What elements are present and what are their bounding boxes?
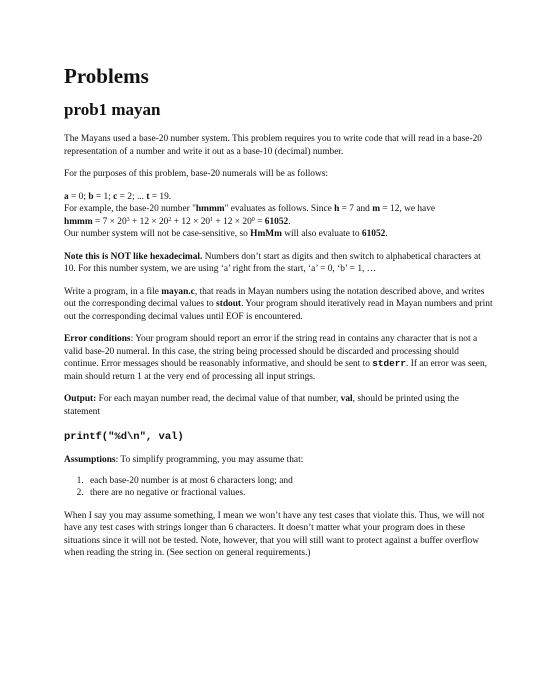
numeral-t: t <box>146 191 150 202</box>
write-text-1: Write a program, in a file <box>64 286 162 297</box>
purposes-paragraph: For the purposes of this problem, base-20 numerals will be as follows: <box>64 169 329 179</box>
assumption-item: 2. there are no negative or fractional values. <box>86 487 493 500</box>
calc-label: hmmm <box>64 216 93 227</box>
write-paragraph <box>64 286 493 324</box>
assumptions-bold: Assumptions <box>64 455 116 465</box>
example-m: m <box>372 204 381 214</box>
note-bold: Note this is NOT like hexadecimal. <box>64 251 203 262</box>
closing-paragraph: When I say you may assume something, I mean we won’t have any test cases that violate this. Thus, we will not have any test cases with strings longer than 6 characters. It doesn’t matter what your program does in these situations since it will not be tested. Note, however, that you will still want to protect against a buffer overflow when reading the string in. (See section on general requirements.) <box>64 510 485 558</box>
output-val: val <box>340 394 353 404</box>
assumptions-text: : To simplify programming, you may assume that: <box>115 455 304 465</box>
calc-part-3: + 12 × 20 <box>171 216 211 227</box>
example-text-2: " evaluates as follows. Since <box>224 204 335 214</box>
errors-bold: Error conditions <box>64 334 131 344</box>
numeral-a-value: = 0; <box>68 191 89 202</box>
calc-part-4: + 12 × 20 <box>213 216 252 227</box>
case-end: . <box>385 229 388 239</box>
calc-exp-0: 0 <box>251 216 255 223</box>
output-paragraph <box>64 393 493 418</box>
calc-result: 61052 <box>264 216 289 227</box>
calc-exp-3: 3 <box>126 216 130 223</box>
calc-part-1: = 7 × 20 <box>92 216 127 227</box>
assumption-item: 1. each base-20 number is at most 6 characters long; and <box>86 475 493 488</box>
calc-exp-2: 2 <box>168 216 172 223</box>
write-text-3: . Your program should iteratively read in Mayan numbers and print out the corresponding decimal values until EOF is encountered. <box>64 299 493 322</box>
example-word: hmmm <box>195 204 225 214</box>
page-title: Problems <box>64 64 149 88</box>
problem-heading: prob1 mayan <box>64 100 161 119</box>
numeral-c-value: = 2; ... <box>117 191 147 202</box>
case-result: 61052 <box>361 229 386 239</box>
write-text-2: , that reads in Mayan numbers using the notation described above, and writes out the corresponding decimal values to <box>64 286 485 309</box>
note-paragraph <box>64 251 493 276</box>
errors-text-2: . If an error was seen, main should return 1 at the very end of processing all input strings. <box>64 359 487 382</box>
calc-part-2: + 12 × 20 <box>129 216 169 227</box>
example-h: h <box>334 204 340 214</box>
case-text-1: Our number system will not be case-sensitive, so <box>64 229 251 239</box>
case-word: HmMm <box>250 229 282 239</box>
assumptions-paragraph <box>64 454 493 467</box>
write-stdout: stdout <box>216 299 242 309</box>
calc-part-5: = <box>254 216 265 227</box>
assumptions-list <box>64 475 493 500</box>
calc-end: . <box>288 216 291 227</box>
example-text-1: For example, the base-20 number " <box>64 204 196 214</box>
errors-text-1: : Your program should report an error if the string read in contains any character that is not a valid base-20 numeral. In this case, the string being processed should be discarded and processing should continue. Error messages should be reasonably informative, and should be sent to <box>64 334 478 369</box>
calc-exp-1: 1 <box>210 216 214 223</box>
intro-paragraph: The Mayans used a base-20 number system. This problem requires you to write code that will read in a base-20 representation of a number and write it out as a base-10 (decimal) number. <box>64 134 482 157</box>
numeral-t-value: = 19. <box>149 191 172 202</box>
example-text-3: = 7 and <box>339 204 373 214</box>
errors-paragraph <box>64 333 493 383</box>
output-bold: Output: <box>64 394 97 404</box>
numeral-a: a <box>64 191 69 202</box>
numeral-c: c <box>113 191 118 202</box>
case-text-2: will also evaluate to <box>281 229 362 239</box>
write-filename: mayan.c <box>161 286 195 297</box>
output-text-1: For each mayan number read, the decimal value of that number, <box>96 394 341 404</box>
numeral-b: b <box>88 191 94 202</box>
printf-code: printf("%d\n", val) <box>64 431 184 443</box>
note-text: Numbers don’t start as digits and then switch to alphabetical characters at 10. For this number system, we are using ‘a’ right from the start, ‘a’ = 0, ‘b’ = 1, … <box>64 251 481 274</box>
output-text-2: , should be printed using the statement <box>64 394 459 417</box>
numeral-b-value: = 1; <box>93 191 114 202</box>
numerals-paragraph <box>64 191 493 241</box>
errors-stderr: stderr <box>372 358 407 369</box>
example-text-4: = 12, we have <box>380 204 436 214</box>
